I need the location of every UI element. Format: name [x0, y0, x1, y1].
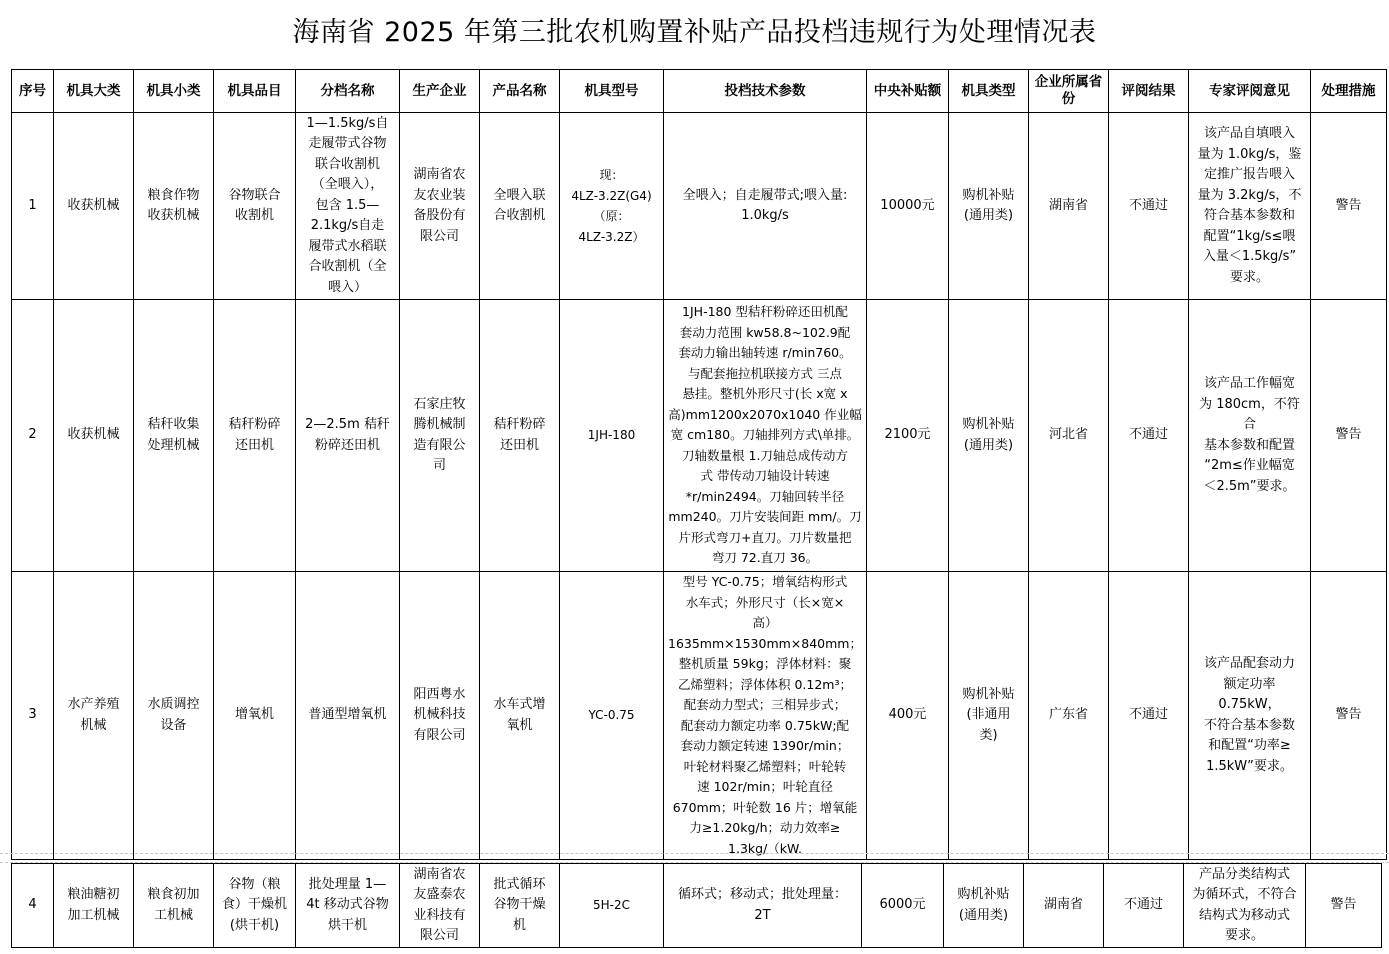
tech-params: 循环式；移动式；批处理量： 2T [677, 887, 847, 923]
machine-type: 购机补贴 (通用类) [962, 417, 1015, 453]
product-name: 秸秆粉碎 还田机 [493, 417, 546, 453]
manufacturer: 湖南省农 友农业装 备股份有 限公司 [413, 167, 466, 244]
tier-name: 2—2.5m 秸秆 粉碎还田机 [305, 417, 390, 453]
tier-name: 1—1.5kg/s自 走履带式谷物 联合收割机 （全喂入）， 包含 1.5— 2.1kg/s自走 履带式水稻联 合收割机（全 喂入） [306, 115, 389, 295]
expert-opinion: 该产品自填喂入 量为 1.0kg/s，鉴 定推广报告喂入 量为 3.2kg/s，不 符合基本参数和 配置“1kg/s≤喂 入量＜1.5kg/s” 要求。 [1197, 126, 1302, 285]
header-cell: 机具大类 [54, 70, 134, 113]
machine-type: 购机补贴 (通用类) [962, 187, 1015, 223]
product-name: 水车式增 氧机 [493, 697, 546, 733]
review-result: 不通过 [1128, 197, 1168, 213]
machine-type: 购机补贴 (通用类) [957, 887, 1010, 923]
machine-type: 购机补贴 (非通用 类) [962, 686, 1015, 743]
table-header-row [12, 70, 1387, 113]
row-number: 2 [28, 427, 37, 443]
province: 湖南省 [1043, 897, 1083, 913]
major-category: 收获机械 [67, 197, 120, 213]
header-cell: 企业所属省份 [1028, 70, 1108, 113]
tech-params: 1JH-180 型秸秆粉碎还田机配 套动力范围 kw58.8~102.9配 套动力输出轴转速 r/min760。 与配套拖拉机联接方式 三点 悬挂。整机外形尺寸(长 x宽 x 高)mm1200x2070x1040 作业幅 宽 cm180。刀轴排列方式\单排。 刀轴数量根 1.刀轴总成传动方 式 带传动刀轴设计转速 *r/min2494。刀轴回转半径 mm240。刀片安装间距 mm/。刀 片形式弯刀+直刀。刀片数量把 弯刀 72.直刀 36。 [668, 304, 862, 566]
tier-name: 普通型增氧机 [308, 707, 387, 723]
province: 河北省 [1048, 427, 1088, 443]
action-taken: 警告 [1330, 897, 1357, 913]
header-cell: 产品名称 [480, 70, 560, 113]
model-number: YC-0.75 [588, 708, 635, 723]
row-number: 3 [28, 707, 37, 723]
header-cell: 处理措施 [1310, 70, 1386, 113]
header-cell: 评阅结果 [1108, 70, 1188, 113]
minor-category: 粮食作物 收获机械 [147, 187, 200, 223]
header-cell: 机具类型 [948, 70, 1028, 113]
header-cell: 机具小类 [134, 70, 214, 113]
tech-params: 型号 YC-0.75；增氧结构形式 水车式；外形尺寸（长×宽× 高）1635mm×1530mm×840mm； 整机质量 59kg；浮体材料：聚 乙烯塑料；浮体体积 0.12m³； 配套动力型式；三相异步式； 配套动力额定功率 0.75kW;配 套动力额定转速 1390r/min； 叶轮材料聚乙烯塑料；叶轮转 速 102r/min；叶轮直径 670mm；叶轮数 16 片；增氧能 力≥1.20kg/h；动力效率≥ 1.3kg/（kW. [668, 574, 862, 856]
review-result: 不通过 [1128, 427, 1168, 443]
subsidy-amount: 400元 [888, 707, 927, 723]
row-number: 4 [28, 897, 37, 913]
header-cell: 序号 [12, 70, 54, 113]
action-taken: 警告 [1335, 707, 1362, 723]
row-number: 1 [28, 197, 37, 213]
header-cell: 机具品目 [214, 70, 296, 113]
model-number: 现： 4LZ-3.2Z(G4) （原： 4LZ-3.2Z） [571, 168, 652, 244]
action-taken: 警告 [1335, 427, 1362, 443]
tier-name: 批处理量 1— 4t 移动式谷物 烘干机 [306, 876, 389, 933]
manufacturer: 阳西粤水 机械科技 有限公司 [413, 686, 466, 743]
page-break-divider [0, 853, 1389, 863]
minor-category: 粮食初加 工机械 [147, 887, 200, 923]
subsidy-amount: 2100元 [884, 427, 931, 443]
manufacturer: 湖南省农 友盛泰农 业科技有 限公司 [413, 866, 466, 943]
violation-table [11, 69, 1387, 860]
header-cell: 分档名称 [296, 70, 400, 113]
violation-table-continued [11, 863, 1382, 948]
province: 湖南省 [1048, 197, 1088, 213]
expert-opinion: 产品分类结构式 为循环式，不符合 结构式为移动式 要求。 [1192, 866, 1297, 943]
subsidy-amount: 10000元 [880, 197, 935, 213]
expert-opinion: 该产品配套动力 额定功率 0.75kW， 不符合基本参数 和配置“功率≥ 1.5kW”要求。 [1203, 656, 1295, 774]
header-cell: 专家评阅意见 [1188, 70, 1310, 113]
table-row [12, 572, 1387, 860]
model-number: 5H-2C [592, 898, 630, 913]
item-category: 谷物（粮 食）干燥机 (烘干机) [221, 876, 287, 933]
header-cell: 投档技术参数 [664, 70, 867, 113]
province: 广东省 [1048, 707, 1088, 723]
header-cell: 机具型号 [560, 70, 664, 113]
table-row [12, 113, 1387, 300]
major-category: 粮油糖初 加工机械 [67, 887, 120, 923]
item-category: 增氧机 [234, 707, 274, 723]
table-row [12, 300, 1387, 572]
table-row [12, 864, 1382, 948]
subsidy-amount: 6000元 [879, 897, 926, 913]
item-category: 谷物联合 收割机 [228, 187, 281, 223]
action-taken: 警告 [1335, 197, 1362, 213]
manufacturer: 石家庄牧 腾机械制 造有限公 司 [413, 396, 466, 473]
product-name: 批式循环 谷物干燥 机 [493, 876, 546, 933]
minor-category: 秸秆收集 处理机械 [147, 417, 200, 453]
review-result: 不通过 [1123, 897, 1163, 913]
header-cell: 中央补贴额 [866, 70, 948, 113]
expert-opinion: 该产品工作幅宽 为 180cm，不符合 基本参数和配置 “2m≤作业幅宽 ＜2.5m”要求。 [1199, 376, 1300, 494]
tech-params: 全喂入；自走履带式;喂入量: 1.0kg/s [682, 187, 848, 223]
product-name: 全喂入联 合收割机 [493, 187, 546, 223]
review-result: 不通过 [1128, 707, 1168, 723]
header-cell: 生产企业 [400, 70, 480, 113]
model-number: 1JH-180 [587, 428, 636, 443]
minor-category: 水质调控 设备 [147, 697, 200, 733]
major-category: 收获机械 [67, 427, 120, 443]
page-title: 海南省 2025 年第三批农机购置补贴产品投档违规行为处理情况表 [292, 17, 1097, 48]
item-category: 秸秆粉碎 还田机 [228, 417, 281, 453]
major-category: 水产养殖 机械 [67, 697, 120, 733]
